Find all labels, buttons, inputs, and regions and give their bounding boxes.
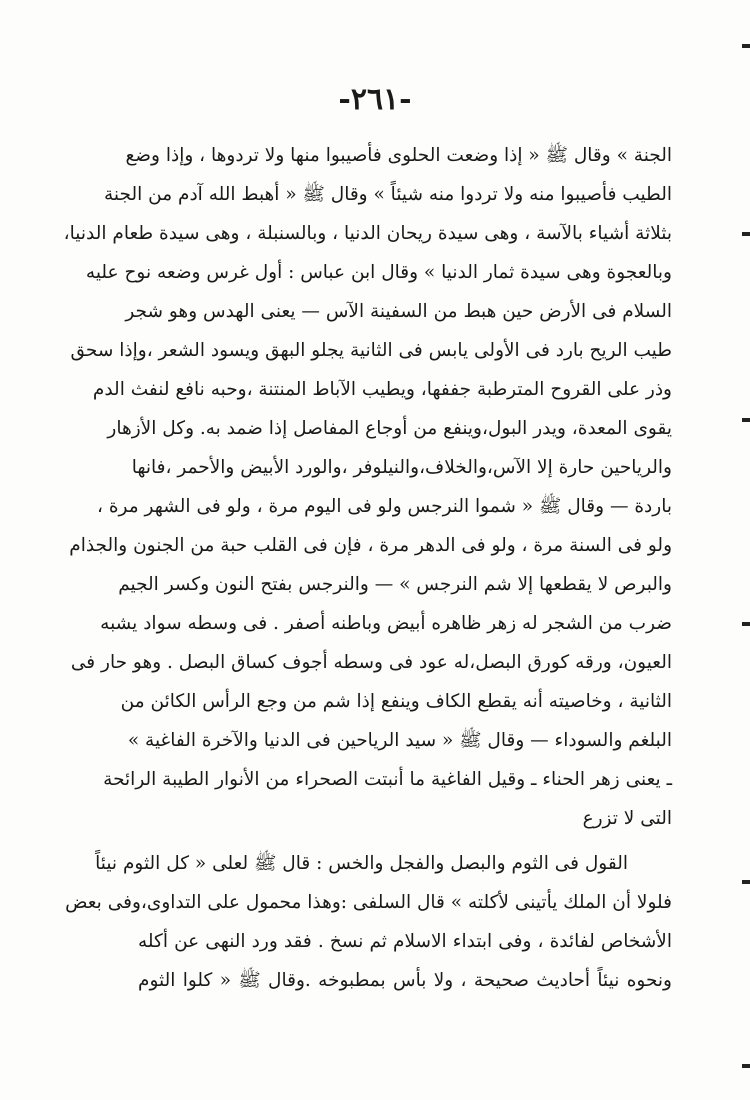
text-line: ضرب من الشجر له زهر ظاهره أبيض وباطنه أصفر . فى وسطه سواد يشبه [100, 613, 672, 634]
text-line: بثلاثة أشياء بالآسة ، وهى سيدة ريحان الدنيا ، وبالسنبلة ، وهى سيدة طعام الدنيا، [63, 223, 672, 244]
page-edge-mark [742, 880, 750, 884]
page-edge-mark [742, 418, 750, 422]
text-line: ولو فى السنة مرة ، ولو فى الدهر مرة ، فإن فى القلب حبة من الجنون والجذام [69, 535, 672, 556]
text-line: يقوى المعدة، ويدر البول،وينفع من أوجاع المفاصل إذا ضمد به. وكل الأزهار [107, 418, 672, 439]
text-line: والرياحين حارة إلا الآس،والخلاف،والنيلوفر ،والورد الأبيض والأحمر ،فانها [131, 457, 672, 478]
text-line: طيب الريح بارد فى الأولى يابس فى الثانية يجلو البهق ويسود الشعر ،وإذا سحق [70, 340, 672, 361]
text-line: فلولا أن الملك يأتينى لأكلته » قال السلفى :وهذا محمول على التداوى،وفى بعض [65, 892, 672, 913]
text-line: الطيب فأصيبوا منه ولا تردوا منه شيئاً » وقال ﷺ « أهبط الله آدم من الجنة [104, 184, 672, 205]
page-number: -٢٦١- [338, 82, 412, 117]
text-line: الأشخاص لفائدة ، وفى ابتداء الاسلام ثم نسخ . فقد ورد النهى عن أكله [138, 931, 672, 952]
text-line: وبالعجوة وهى سيدة ثمار الدنيا » وقال ابن عباس : أول غرس وضعه نوح عليه [85, 262, 672, 283]
text-line: وذر على القروح المترطبة جففها، ويطيب الآباط المنتنة ،وحبه نافع لنفث الدم [92, 379, 672, 400]
page-edge-mark [742, 1064, 750, 1068]
text-line: العيون، ورقه كورق البصل،له عود فى وسطه أجوف كساق البصل . وهو حار فى [70, 652, 672, 673]
text-line: البلغم والسوداء — وقال ﷺ « سيد الرياحين فى الدنيا والآخرة الفاغية » [127, 730, 672, 751]
text-line: ونحوه نيئاً أحاديث صحيحة ، ولا بأس بمطبوخه .وقال ﷺ « كلوا الثوم [138, 970, 672, 991]
paragraph-1 [63, 136, 672, 838]
text-line: باردة — وقال ﷺ « شموا النرجس ولو فى اليوم مرة ، ولو فى الشهر مرة ، [97, 496, 672, 517]
page-edge-mark [742, 232, 750, 236]
text-line: القول فى الثوم والبصل والفجل والخس : قال ﷺ لعلى « كل الثوم نيئاً [95, 853, 628, 874]
text-line: التى لا تزرع [582, 808, 672, 829]
text-line: الجنة » وقال ﷺ « إذا وضعت الحلوى فأصيبوا منها ولا تردوها ، وإذا وضع [125, 145, 672, 166]
page-edge-mark [742, 622, 750, 626]
text-line: والبرص لا يقطعها إلا شم النرجس » — والنرجس بفتح النون وكسر الجيم [118, 574, 672, 595]
paragraph-2 [65, 844, 672, 1000]
page-edge-mark [742, 44, 750, 48]
text-line: ـ يعنى زهر الحناء ـ وقيل الفاغية ما أنبتت الصحراء من الأنوار الطيبة الرائحة [103, 769, 672, 790]
text-line: السلام فى الأرض حين هبط من السفينة الآس — يعنى الهدس وهو شجر [125, 301, 672, 322]
text-line: الثانية ، وخاصيته أنه يقطع الكاف وينفع إذا شم من وجع الرأس الكائن من [120, 691, 672, 712]
